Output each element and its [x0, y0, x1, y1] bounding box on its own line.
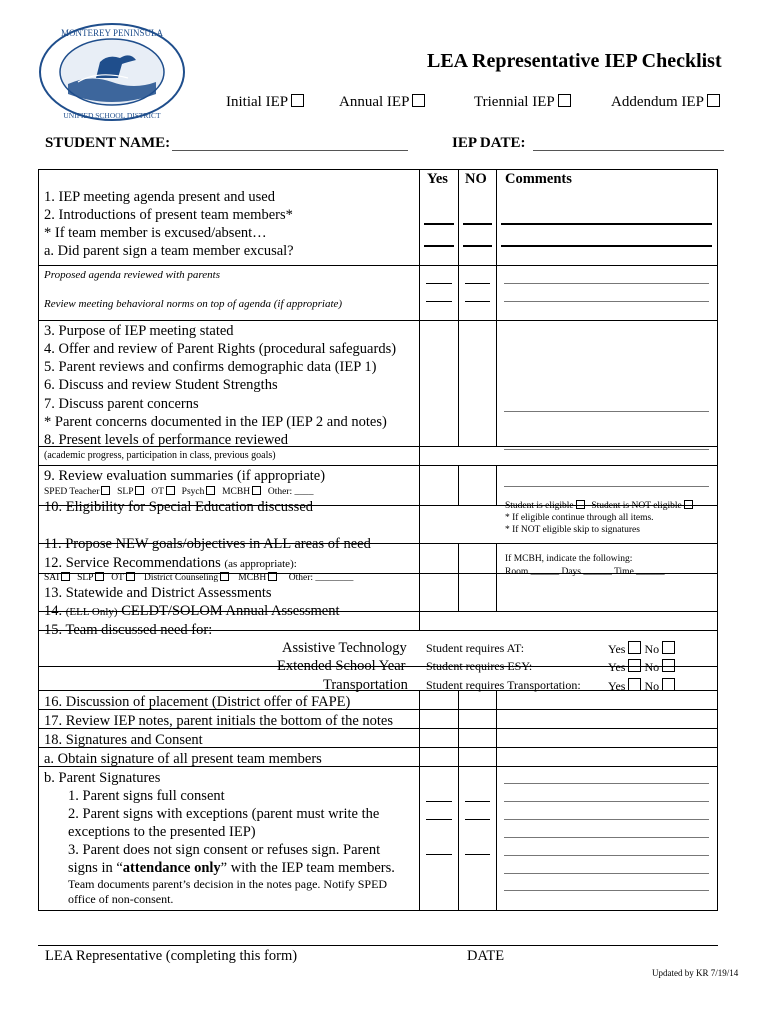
item-11: 11. Propose NEW goals/objectives in ALL areas of need	[44, 536, 371, 552]
item-18a: a. Obtain signature of all present team members	[44, 751, 322, 767]
item-2: 2. Introductions of present team members*	[44, 207, 293, 223]
logo-top-text: MONTEREY PENINSULA	[61, 28, 163, 38]
comment-blank[interactable]	[504, 801, 709, 802]
comment-blank[interactable]	[504, 873, 709, 874]
student-name-field[interactable]	[172, 150, 408, 151]
extended-school-year: Extended School Year	[277, 658, 406, 674]
item-18: 18. Signatures and Consent	[44, 732, 203, 748]
item-13: 13. Statewide and District Assessments	[44, 585, 272, 601]
comment-blank[interactable]	[504, 486, 709, 487]
signature-1: 1. Parent signs full consent	[68, 788, 225, 804]
item-9: 9. Review evaluation summaries (if appropriate)	[44, 468, 326, 484]
annual-iep-checkbox[interactable]	[412, 94, 425, 107]
not-eligible-checkbox[interactable]	[684, 500, 693, 509]
comment-blank[interactable]	[504, 890, 709, 891]
tr-yes-no: Yes No	[608, 678, 675, 694]
district-logo	[38, 22, 186, 122]
checkbox[interactable]	[126, 572, 135, 581]
comment-blank[interactable]	[504, 819, 709, 820]
comment-blank[interactable]	[504, 855, 709, 856]
requires-at: Student requires AT:	[426, 641, 525, 655]
no-blank[interactable]	[465, 819, 490, 820]
eligibility-options: Student is eligible Student is NOT eligible	[505, 500, 695, 511]
comment-blank[interactable]	[501, 223, 712, 225]
checkbox[interactable]	[166, 486, 175, 495]
comment-blank[interactable]	[504, 283, 709, 284]
at-yes-no: Yes No	[608, 641, 675, 657]
student-name-label: STUDENT NAME:	[45, 135, 171, 151]
item-14: 14. (ELL Only) CELDT/SOLOM Annual Assessment	[44, 603, 340, 619]
iep-date-label: IEP DATE:	[452, 135, 526, 151]
checkbox[interactable]	[135, 486, 144, 495]
behavioral-norms: Review meeting behavioral norms on top of agenda (if appropriate)	[44, 298, 343, 310]
signature-line[interactable]	[38, 945, 718, 946]
logo-bottom-text: UNIFIED SCHOOL DISTRICT	[63, 111, 161, 120]
no-blank[interactable]	[465, 301, 490, 302]
assistive-technology: Assistive Technology	[282, 640, 407, 656]
triennial-iep-checkbox[interactable]	[558, 94, 571, 107]
eligible-checkbox[interactable]	[576, 500, 585, 509]
lea-representative-label: LEA Representative (completing this form)	[45, 948, 298, 964]
comments-header: Comments	[505, 171, 572, 187]
checkbox[interactable]	[268, 572, 277, 581]
iep-date-field[interactable]	[533, 150, 724, 151]
comment-blank[interactable]	[504, 449, 709, 450]
date-label: DATE	[467, 948, 505, 964]
initial-iep-checkbox[interactable]	[291, 94, 304, 107]
signature-4: Team documents parent’s decision in the notes page. Notify SPED	[68, 877, 388, 891]
eligibility-note-2: * If NOT eligible skip to signatures	[505, 525, 640, 535]
addendum-iep-option[interactable]: Addendum IEP	[611, 94, 720, 111]
yes-blank[interactable]	[426, 283, 452, 284]
item-16: 16. Discussion of placement (District offer of FAPE)	[44, 694, 351, 710]
signature-2: 2. Parent signs with exceptions (parent must write the	[68, 806, 380, 822]
initial-iep-option[interactable]: Initial IEP	[226, 94, 304, 111]
checkbox[interactable]	[101, 486, 110, 495]
item-3: 3. Purpose of IEP meeting stated	[44, 323, 234, 339]
comment-blank[interactable]	[504, 301, 709, 302]
signature-4b: office of non-consent.	[68, 892, 174, 906]
item-5: 5. Parent reviews and confirms demographic data (IEP 1)	[44, 359, 377, 375]
triennial-iep-option[interactable]: Triennial IEP	[474, 94, 571, 111]
checkbox[interactable]	[95, 572, 104, 581]
no-blank[interactable]	[463, 223, 492, 225]
item-15: 15. Team discussed need for:	[44, 622, 213, 638]
checklist-table	[38, 169, 718, 911]
esy-yes-no: Yes No	[608, 659, 675, 675]
checkbox[interactable]	[61, 572, 70, 581]
item-7-note: * Parent concerns documented in the IEP (IEP 2 and notes)	[44, 414, 387, 430]
signature-3: 3. Parent does not sign consent or refuses sign. Parent	[68, 842, 381, 858]
item-8: 8. Present levels of performance reviewed	[44, 432, 288, 448]
no-blank[interactable]	[465, 854, 490, 855]
checkbox[interactable]	[206, 486, 215, 495]
esy-no-checkbox[interactable]	[662, 659, 675, 672]
item-18b: b. Parent Signatures	[44, 770, 161, 786]
comment-blank[interactable]	[504, 411, 709, 412]
requires-transportation: Student requires Transportation:	[426, 678, 581, 692]
item-2-note: * If team member is excused/absent…	[44, 225, 267, 241]
yes-blank[interactable]	[424, 245, 454, 247]
signature-3b: signs in “attendance only” with the IEP team members.	[68, 860, 395, 876]
yes-blank[interactable]	[426, 854, 452, 855]
no-blank[interactable]	[465, 801, 490, 802]
item-6: 6. Discuss and review Student Strengths	[44, 377, 278, 393]
yes-blank[interactable]	[426, 819, 452, 820]
addendum-iep-checkbox[interactable]	[707, 94, 720, 107]
annual-iep-option[interactable]: Annual IEP	[339, 94, 425, 111]
requires-esy: Student requires ESY:	[426, 659, 533, 673]
comment-blank[interactable]	[501, 245, 712, 247]
item-2a: a. Did parent sign a team member excusal?	[44, 243, 294, 259]
item-4: 4. Offer and review of Parent Rights (procedural safeguards)	[44, 341, 397, 357]
no-blank[interactable]	[465, 283, 490, 284]
item-12-options: SAI SLP OT District Counseling MCBH Other: ________	[44, 573, 354, 583]
mcbh-note: If MCBH, indicate the following:	[505, 554, 633, 564]
transportation: Transportation	[323, 677, 408, 693]
at-no-checkbox[interactable]	[662, 641, 675, 654]
item-17: 17. Review IEP notes, parent initials the bottom of the notes	[44, 713, 394, 729]
comment-blank[interactable]	[504, 837, 709, 838]
yes-blank[interactable]	[426, 801, 452, 802]
mcbh-fields: Room ______ Days ______ Time ______	[505, 567, 665, 577]
updated-note: Updated by KR 7/19/14	[652, 968, 739, 978]
item-9-options: SPED Teacher SLP OT Psych MCBH Other: ____	[44, 487, 314, 497]
item-8-note: (academic progress, participation in class, previous goals)	[44, 450, 276, 461]
checkbox[interactable]	[252, 486, 261, 495]
item-7: 7. Discuss parent concerns	[44, 396, 199, 412]
eligibility-note-1: * If eligible continue through all items.	[505, 513, 654, 523]
tr-no-checkbox[interactable]	[662, 678, 675, 691]
item-1: 1. IEP meeting agenda present and used	[44, 189, 275, 205]
checkbox[interactable]	[220, 572, 229, 581]
no-blank[interactable]	[463, 245, 492, 247]
item-10: 10. Eligibility for Special Education discussed	[44, 499, 314, 515]
no-header: NO	[465, 171, 487, 187]
signature-2b: exceptions to the presented IEP)	[68, 824, 256, 840]
item-12: 12. Service Recommendations (as appropriate):	[44, 555, 297, 571]
comment-blank[interactable]	[504, 783, 709, 784]
at-yes-checkbox[interactable]	[628, 641, 641, 654]
tr-yes-checkbox[interactable]	[628, 678, 641, 691]
yes-blank[interactable]	[426, 301, 452, 302]
yes-blank[interactable]	[424, 223, 454, 225]
esy-yes-checkbox[interactable]	[628, 659, 641, 672]
yes-header: Yes	[427, 171, 448, 187]
page-title: LEA Representative IEP Checklist	[427, 50, 722, 72]
proposed-agenda: Proposed agenda reviewed with parents	[44, 269, 220, 281]
